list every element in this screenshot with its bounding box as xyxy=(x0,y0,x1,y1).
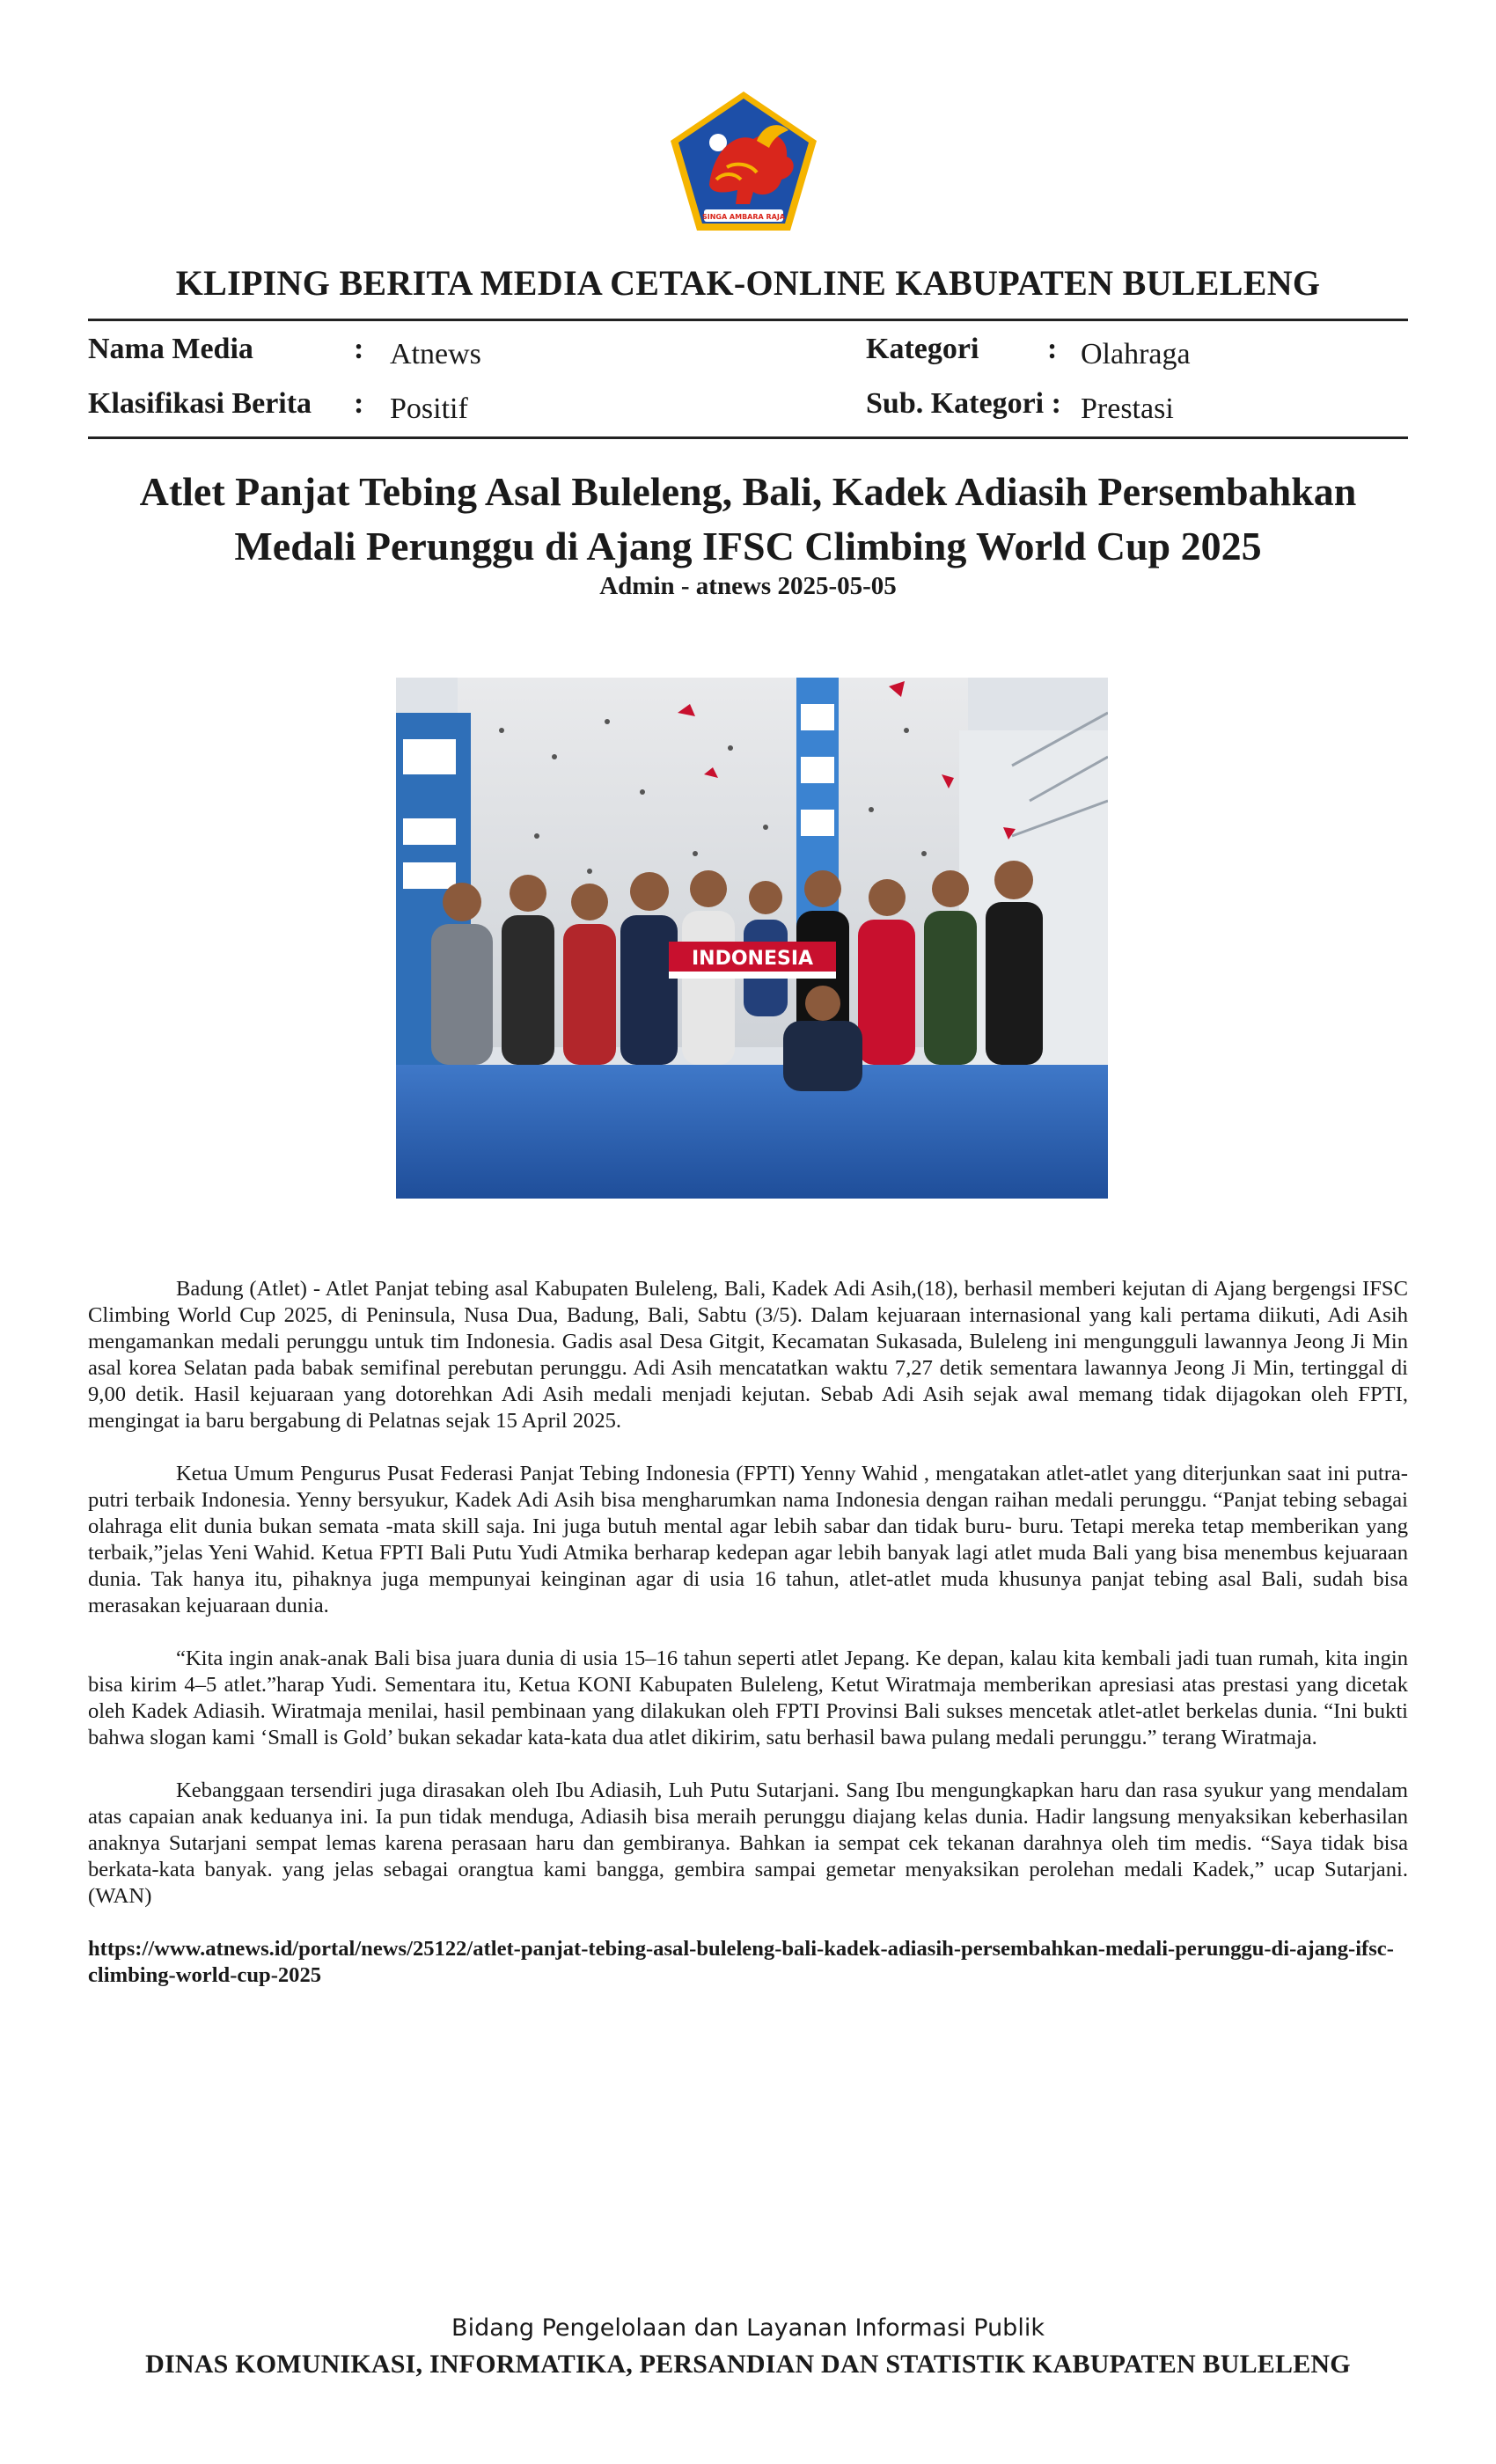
article-paragraph-1: Badung (Atlet) - Atlet Panjat tebing asal Kabupaten Buleleng, Bali, Kadek Adi Asih,(18), berhasil memberi kejutan di Ajang bergengsi IFSC Climbing World Cup 2025, di Peninsula, Nusa Dua, Badung, Bali, Sabtu (3/5). Dalam kejuaraan internasional yang kali pertama diikuti, Adi Asih mengamankan medali perunggu untuk tim Indonesia. Gadis asal Desa Gitgit, Kecamatan Sukasada, Buleleng ini mengungguli lawannya Jeong Ji Min asal korea Selatan pada babak semifinal perebutan perunggu. Adi Asih mencatatkan waktu 7,27 detik sementara lawannya Jeong Ji Min, tertinggal di 9,00 detik. Hasil kejuaraan yang dotorehkan Adi Asih medali menjadi kejutan. Sebab Adi Asih sejak awal memang tidak dijagokan oleh FPTI, mengingat ia baru bergabung di Pelatnas sejak 15 April 2025. xyxy=(88,1277,1408,1433)
header-divider-top xyxy=(88,319,1408,321)
article-title xyxy=(88,465,1408,574)
sub-kategori-value: Prestasi xyxy=(1081,392,1174,425)
klasifikasi-label: Klasifikasi Berita xyxy=(88,387,312,420)
klasifikasi-value: Positif xyxy=(390,392,468,425)
kategori-label: Kategori xyxy=(866,333,979,365)
buleleng-emblem-logo xyxy=(665,88,822,234)
article-source-url: https://www.atnews.id/portal/news/25122/atlet-panjat-tebing-asal-buleleng-bali-kadek-adiasih-persembahkan-medali-perunggu-di-ajang-ifsc-climbing-world-cup-2025 xyxy=(88,1937,1394,1987)
climbing-team-photo xyxy=(396,678,1108,1199)
article-title-line-1: Atlet Panjat Tebing Asal Buleleng, Bali, Kadek Adiasih Persembahkan xyxy=(139,469,1357,514)
klasifikasi-colon: : xyxy=(354,387,364,420)
kategori-colon: : xyxy=(1047,333,1058,365)
kliping-header-title: KLIPING BERITA MEDIA CETAK-ONLINE KABUPATEN BULELENG xyxy=(175,263,1321,303)
nama-media-colon: : xyxy=(354,333,364,365)
sub-kategori-label: Sub. Kategori : xyxy=(866,387,1061,420)
article-paragraph-3: “Kita ingin anak-anak Bali bisa juara dunia di usia 15–16 tahun seperti atlet Jepang. Ke depan, kalau kita kembali jadi tuan rumah, kita ingin bisa kirim 4–5 atlet.”harap Yudi. Sementara itu, Ketua KONI Kabupaten Buleleng, Ketut Wiratmaja memberikan apresiasi atas prestasi yang dicetak oleh Kadek Adiasih. Wiratmaja menilai, hasil pembinaan yang dilakukan oleh FPTI Provinsi Bali sukses mencetak atlet-atlet berkelas dunia. “Ini bukti bahwa slogan kami ‘Small is Gold’ bukan sekadar kata-kata dua atlet dikirim, satu berhasil bawa pulang medali perunggu.” terang Wiratmaja. xyxy=(88,1646,1408,1749)
footer-agency: DINAS KOMUNIKASI, INFORMATIKA, PERSANDIAN DAN STATISTIK KABUPATEN BULELENG xyxy=(145,2350,1351,2379)
article-title-line-2: Medali Perunggu di Ajang IFSC Climbing World Cup 2025 xyxy=(234,524,1262,568)
footer-department: Bidang Pengelolaan dan Layanan Informasi Publik xyxy=(451,2314,1045,2342)
article-body xyxy=(88,1276,1408,2015)
nama-media-value: Atnews xyxy=(390,338,481,370)
emblem-icon xyxy=(665,88,822,234)
emblem-motto: SINGA AMBARA RAJA xyxy=(701,213,786,221)
header-divider-bottom xyxy=(88,436,1408,439)
article-byline: Admin - atnews 2025-05-05 xyxy=(599,572,897,600)
article-photo xyxy=(396,678,1108,1199)
article-paragraph-4: Kebanggaan tersendiri juga dirasakan oleh Ibu Adiasih, Luh Putu Sutarjani. Sang Ibu mengungkapkan haru dan rasa syukur yang mendalam atas capaian anak keduanya ini. Ia pun tidak menduga, Adiasih bisa meraih perunggu diajang kelas dunia. Hadir langsung menyaksikan keberhasilan anaknya Sutarjani sempat lemas karena perasaan haru dan gembiranya. Bahkan ia sempat cek tekanan darahnya oleh tim medis. “Saya tidak bisa berkata-kata banyak. yang jelas sebagai orangtua kami bangga, gembira sampai gemetar menyaksikan perolehan medali Kadek,” ucap Sutarjani. (WAN) xyxy=(88,1778,1408,1908)
nama-media-label: Nama Media xyxy=(88,333,253,365)
article-paragraph-2: Ketua Umum Pengurus Pusat Federasi Panjat Tebing Indonesia (FPTI) Yenny Wahid , mengatakan atlet-atlet yang diterjunkan saat ini putra-putri terbaik Indonesia. Yenny bersyukur, Kadek Adi Asih bisa mengharumkan nama Indonesia dengan raihan medali perunggu. “Panjat tebing sebagai olahraga elit dunia bukan semata -mata skill saja. Ini juga butuh mental agar lebih sabar dan tidak buru- buru. Tetapi mereka tetap memberikan yang terbaik,”jelas Yeni Wahid. Ketua FPTI Bali Putu Yudi Atmika berharap kedepan agar lebih banyak lagi atlet muda Bali yang bisa menembus kejuaraan dunia. Tak hanya itu, pihaknya juga mempunyai keinginan agar di usia 16 tahun, atlet-atlet muda khusunya panjat tebing asal Bali, sudah bisa merasakan kejuaraan dunia. xyxy=(88,1462,1408,1617)
photo-banner-text: INDONESIA xyxy=(691,948,814,970)
kategori-value: Olahraga xyxy=(1081,338,1191,370)
